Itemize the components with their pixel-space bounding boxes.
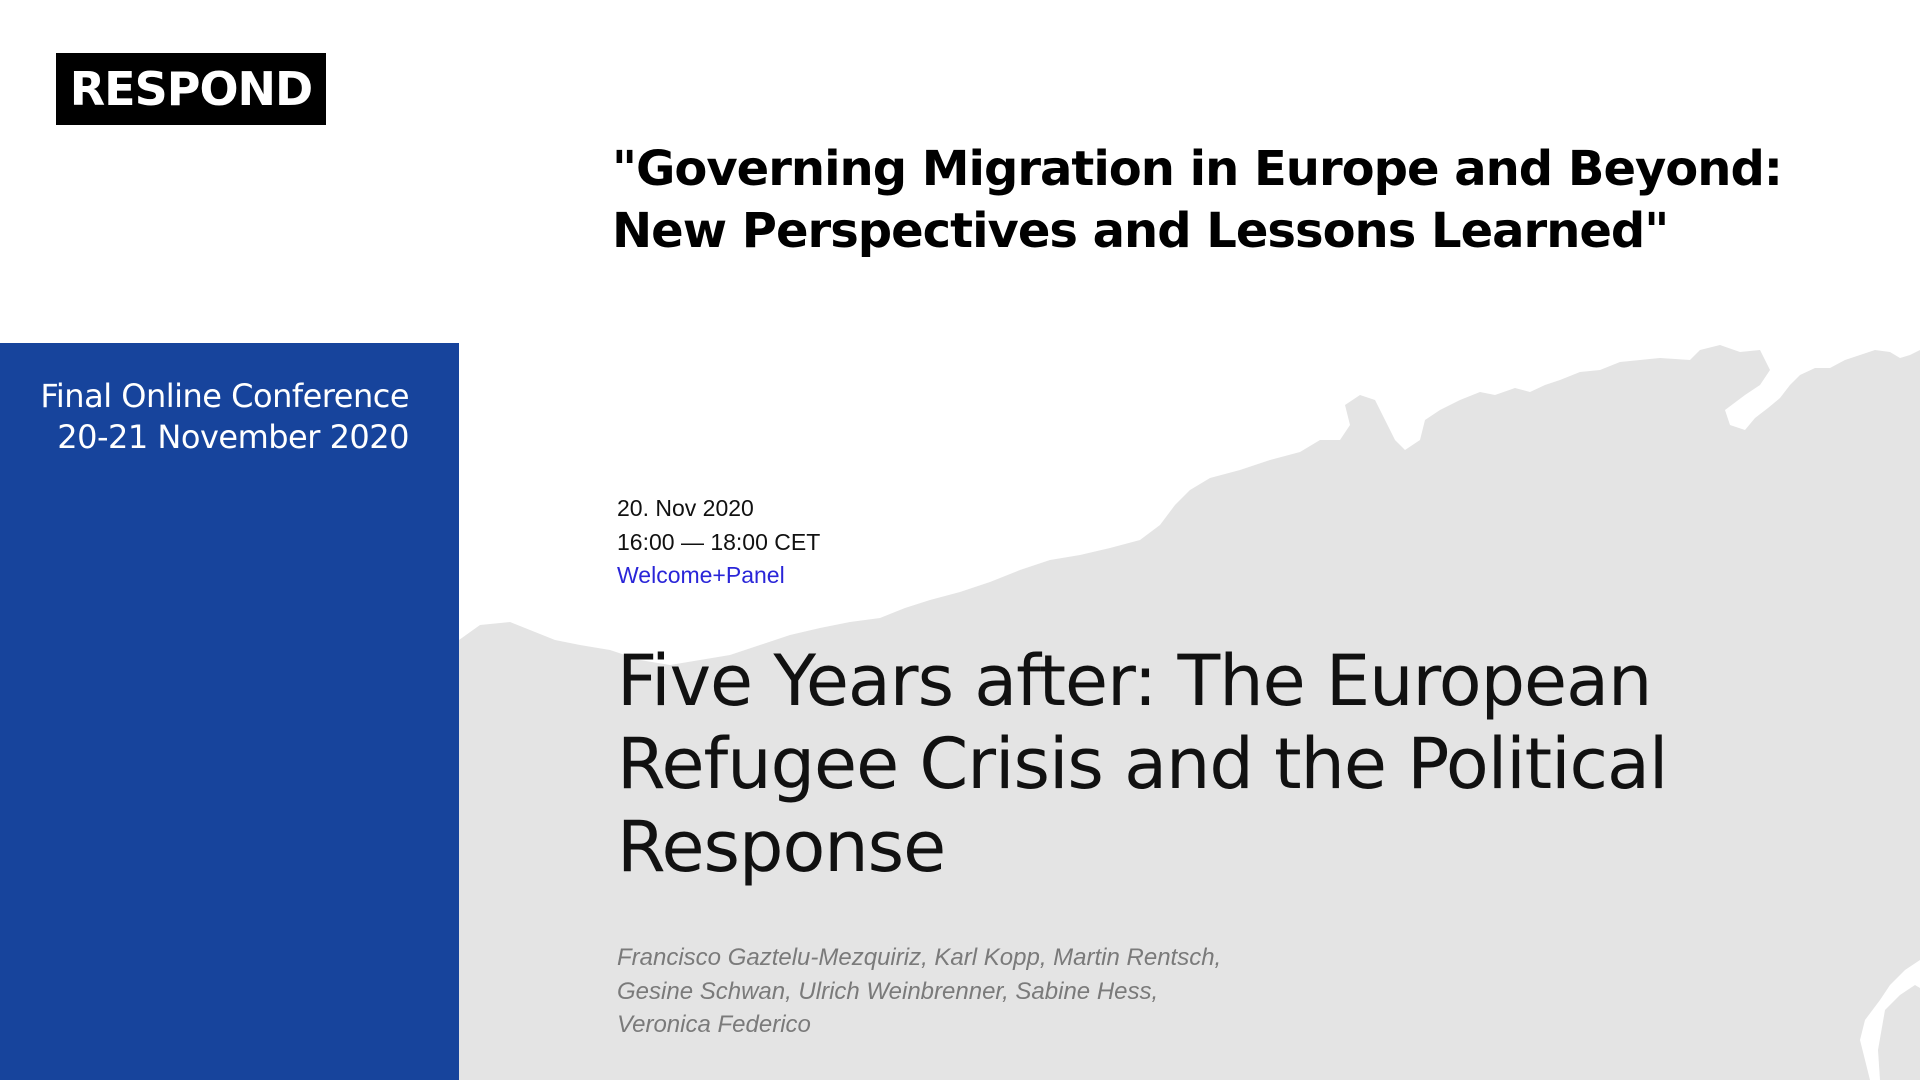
map-island	[1878, 985, 1920, 1080]
conference-dates: 20-21 November 2020	[57, 418, 409, 456]
conference-label: Final Online Conference	[40, 377, 409, 415]
session-speakers	[617, 941, 1517, 1042]
respond-logo: RESPOND	[56, 53, 326, 125]
session-meta	[617, 492, 820, 593]
session-title-line-3: Response	[617, 806, 946, 888]
session-type: Welcome+Panel	[617, 562, 785, 588]
session-date: 20. Nov 2020	[617, 495, 754, 521]
session-title-line-1: Five Years after: The European	[617, 640, 1652, 722]
speakers-line-2: Gesine Schwan, Ulrich Weinbrenner, Sabine Hess,	[617, 977, 1159, 1005]
conference-info-panel	[0, 343, 459, 1080]
speakers-line-1: Francisco Gaztelu-Mezquiriz, Karl Kopp, Martin Rentsch,	[617, 944, 1222, 971]
conference-main-title	[612, 138, 1812, 262]
session-title	[617, 640, 1897, 889]
speakers-line-3: Veronica Federico	[617, 1011, 811, 1038]
main-title-line-1: "Governing Migration in Europe and Beyond:	[612, 141, 1782, 197]
session-time: 16:00 — 18:00 CET	[617, 528, 821, 555]
session-title-line-2: Refugee Crisis and the Political	[617, 723, 1668, 805]
main-title-line-2: New Perspectives and Lessons Learned"	[612, 203, 1669, 259]
